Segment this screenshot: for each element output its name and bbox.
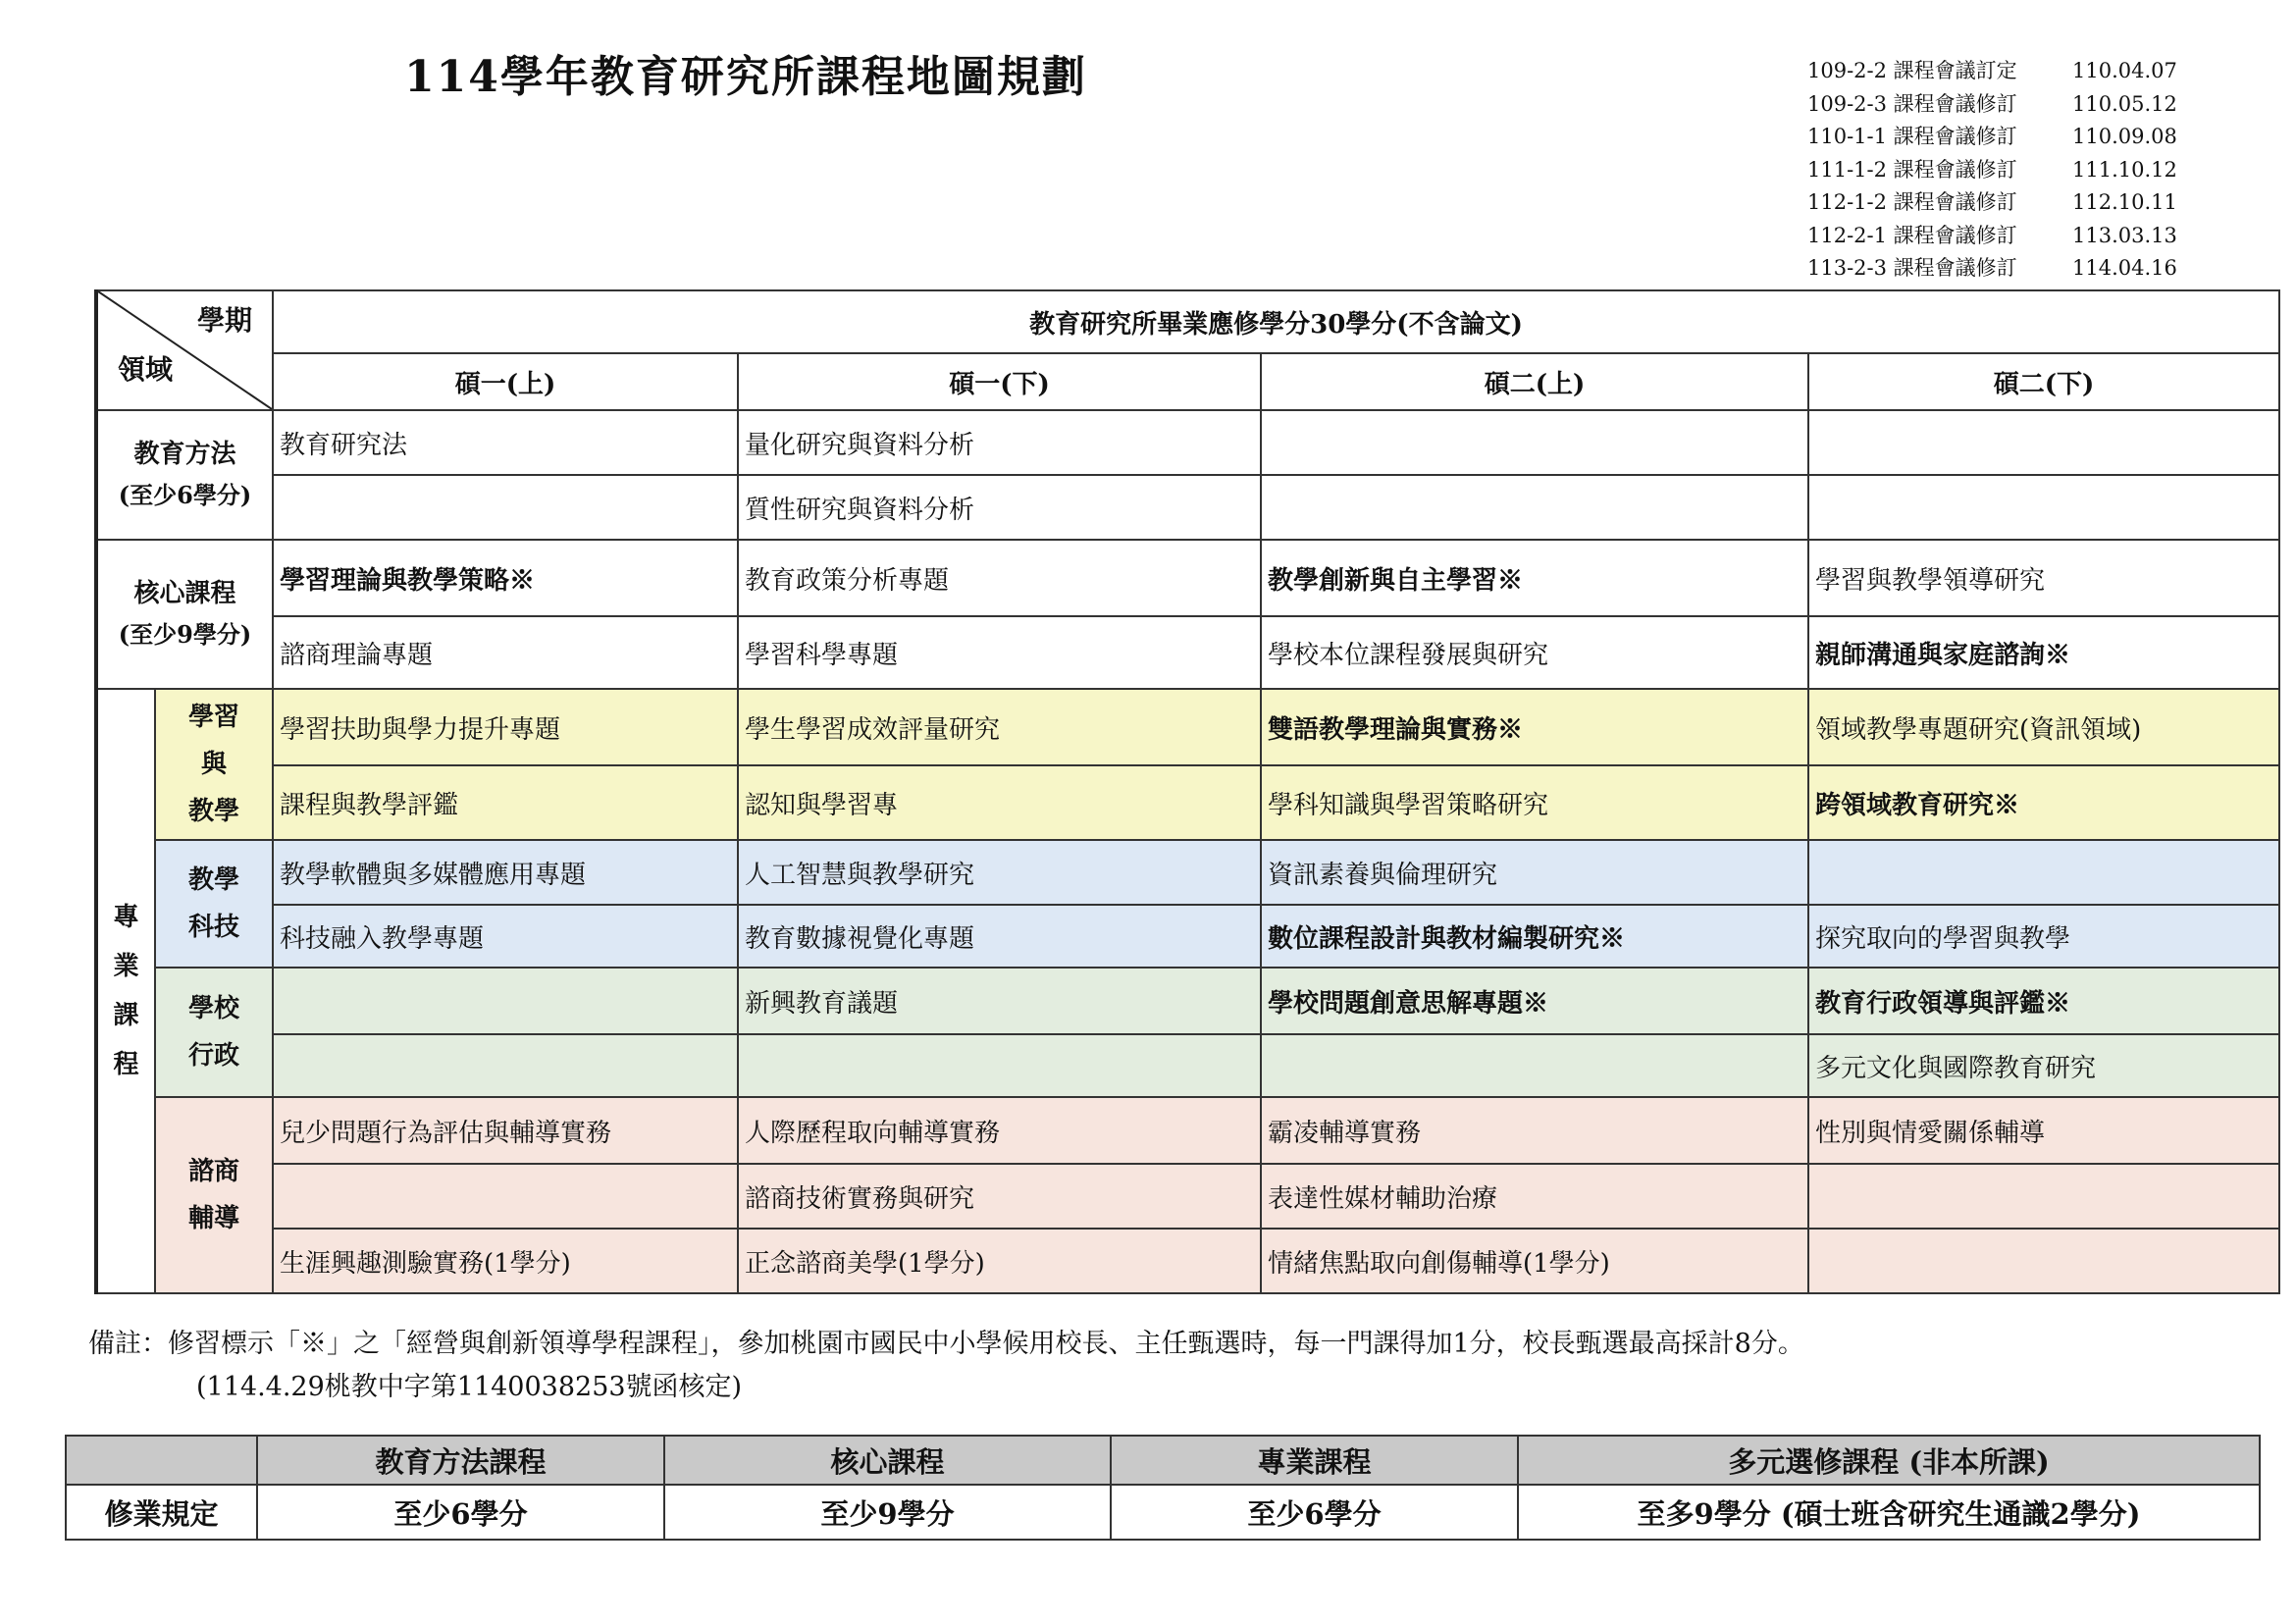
revision-code: 109-2-2 課程會議訂定 <box>1807 59 2017 82</box>
corner-cell <box>96 290 273 410</box>
course-cell <box>273 968 738 1034</box>
area-name: 教育方法 <box>133 440 236 469</box>
total-credits-header: 教育研究所畢業應修學分30學分(不含論文) <box>273 290 2279 353</box>
course-cell: 性別與情愛關係輔導 <box>1808 1097 2279 1164</box>
area-min-credits: (至少6學分) <box>118 481 252 509</box>
subarea-name-line: 諮商 <box>187 1157 239 1186</box>
course-cell <box>1261 410 1808 475</box>
subarea-name-line: 科技 <box>187 913 239 942</box>
course-cell <box>738 1034 1261 1097</box>
requirements-value: 至多9學分 (碩士班含研究生通識2學分) <box>1518 1485 2260 1540</box>
course-cell: 教育數據視覺化專題 <box>738 905 1261 968</box>
course-cell <box>1808 1164 2279 1229</box>
area-name-char: 業 <box>113 952 139 981</box>
footnote-reference: (114.4.29桃教中字第1140038253號函核定) <box>196 1372 743 1402</box>
course-cell: 量化研究與資料分析 <box>738 410 1261 475</box>
course-cell: 人際歷程取向輔導實務 <box>738 1097 1261 1164</box>
revision-row <box>1807 55 2210 88</box>
course-cell <box>1261 475 1808 540</box>
revision-date: 113.03.13 <box>2072 223 2177 247</box>
course-cell <box>273 475 738 540</box>
revision-date: 110.04.07 <box>2072 59 2177 82</box>
revision-row <box>1807 220 2210 253</box>
course-cell <box>273 1164 738 1229</box>
course-cell: 親師溝通與家庭諮詢※ <box>1808 616 2279 689</box>
subarea-name-line: 輔導 <box>187 1204 239 1233</box>
course-cell: 教學軟體與多媒體應用專題 <box>273 840 738 905</box>
course-cell: 教學創新與自主學習※ <box>1261 540 1808 616</box>
course-cell <box>1808 1229 2279 1293</box>
subarea-name-line: 教學 <box>187 797 239 826</box>
requirements-value: 至少6學分 <box>1111 1485 1518 1540</box>
course-cell: 學習理論與教學策略※ <box>273 540 738 616</box>
course-cell: 雙語教學理論與實務※ <box>1261 689 1808 765</box>
subarea-name-line: 學校 <box>187 994 239 1023</box>
requirements-row-label: 修業規定 <box>66 1485 257 1540</box>
course-cell: 質性研究與資料分析 <box>738 475 1261 540</box>
revision-code: 110-1-1 課程會議修訂 <box>1807 125 2017 148</box>
course-cell <box>1808 410 2279 475</box>
course-cell: 領域教學專題研究(資訊領域) <box>1808 689 2279 765</box>
subarea-tech <box>155 840 273 968</box>
area-name-char: 課 <box>113 1001 139 1030</box>
revision-code: 109-2-3 課程會議修訂 <box>1807 91 2017 116</box>
course-cell <box>1261 1034 1808 1097</box>
revision-code: 112-1-2 課程會議修訂 <box>1807 190 2017 214</box>
area-min-credits: (至少9學分) <box>118 620 252 649</box>
course-cell: 探究取向的學習與教學 <box>1808 905 2279 968</box>
footnote-line: 備註：修習標示「※」之「經營與創新領導學程課程」，參加桃園市國民中小學候用校長、主任甄選時，每一門課得加1分，校長甄選最高採計8分。 <box>88 1329 1804 1359</box>
course-cell: 數位課程設計與教材編製研究※ <box>1261 905 1808 968</box>
corner-term-label: 學期 <box>196 304 252 337</box>
course-cell: 資訊素養與倫理研究 <box>1261 840 1808 905</box>
course-cell: 諮商理論專題 <box>273 616 738 689</box>
course-cell: 學習科學專題 <box>738 616 1261 689</box>
footnote <box>88 1323 1804 1409</box>
requirements-header: 專業課程 <box>1111 1436 1518 1485</box>
course-cell: 教育行政領導與評鑑※ <box>1808 968 2279 1034</box>
subarea-admin <box>155 968 273 1097</box>
requirements-table <box>65 1435 2261 1541</box>
requirements-value: 至少9學分 <box>664 1485 1111 1540</box>
course-cell: 霸凌輔導實務 <box>1261 1097 1808 1164</box>
course-cell: 科技融入教學專題 <box>273 905 738 968</box>
course-cell: 學習扶助與學力提升專題 <box>273 689 738 765</box>
requirements-header: 多元選修課程 (非本所課) <box>1518 1436 2260 1485</box>
subarea-counsel <box>155 1097 273 1293</box>
course-cell: 學生學習成效評量研究 <box>738 689 1261 765</box>
course-cell <box>1808 840 2279 905</box>
requirements-header: 教育方法課程 <box>257 1436 664 1485</box>
subarea-learning <box>155 689 273 840</box>
course-cell: 人工智慧與教學研究 <box>738 840 1261 905</box>
revision-row <box>1807 252 2210 286</box>
revision-date: 111.10.12 <box>2072 157 2177 182</box>
course-cell <box>273 1034 738 1097</box>
requirements-header <box>66 1436 257 1485</box>
revision-history <box>1807 55 2210 286</box>
course-cell: 認知與學習專 <box>738 765 1261 840</box>
page-title: 114學年教育研究所課程地圖規劃 <box>404 52 1087 102</box>
course-cell: 教育研究法 <box>273 410 738 475</box>
requirements-header: 核心課程 <box>664 1436 1111 1485</box>
term-header: 碩一(上) <box>273 353 738 410</box>
term-header: 碩二(上) <box>1261 353 1808 410</box>
corner-domain-label: 領域 <box>118 353 174 386</box>
course-cell: 學校本位課程發展與研究 <box>1261 616 1808 689</box>
course-cell: 多元文化與國際教育研究 <box>1808 1034 2279 1097</box>
course-cell <box>1808 475 2279 540</box>
subarea-name-line: 教學 <box>187 865 239 895</box>
curriculum-table <box>94 289 2280 1294</box>
subarea-name-line: 與 <box>200 750 227 779</box>
area-method <box>96 410 273 540</box>
area-name: 核心課程 <box>133 579 236 608</box>
revision-row <box>1807 121 2210 154</box>
revision-row <box>1807 186 2210 220</box>
revision-code: 111-1-2 課程會議修訂 <box>1807 157 2017 182</box>
course-cell: 學校問題創意思解專題※ <box>1261 968 1808 1034</box>
course-cell: 教育政策分析專題 <box>738 540 1261 616</box>
course-cell: 表達性媒材輔助治療 <box>1261 1164 1808 1229</box>
area-core <box>96 540 273 689</box>
course-cell: 諮商技術實務與研究 <box>738 1164 1261 1229</box>
revision-date: 110.09.08 <box>2072 125 2177 148</box>
term-header: 碩一(下) <box>738 353 1261 410</box>
course-cell: 兒少問題行為評估與輔導實務 <box>273 1097 738 1164</box>
requirements-value: 至少6學分 <box>257 1485 664 1540</box>
revision-date: 112.10.11 <box>2072 190 2177 214</box>
revision-date: 110.05.12 <box>2072 91 2177 116</box>
course-cell: 生涯興趣測驗實務(1學分) <box>273 1229 738 1293</box>
course-cell: 課程與教學評鑑 <box>273 765 738 840</box>
revision-code: 112-2-1 課程會議修訂 <box>1807 223 2017 247</box>
subarea-name-line: 學習 <box>187 703 239 732</box>
revision-date: 114.04.16 <box>2072 256 2177 280</box>
course-cell: 學科知識與學習策略研究 <box>1261 765 1808 840</box>
course-cell: 情緒焦點取向創傷輔導(1學分) <box>1261 1229 1808 1293</box>
area-professional <box>96 689 155 1293</box>
revision-row <box>1807 88 2210 122</box>
revision-code: 113-2-3 課程會議修訂 <box>1807 256 2017 280</box>
subarea-name-line: 行政 <box>187 1041 239 1071</box>
course-cell: 新興教育議題 <box>738 968 1261 1034</box>
course-cell: 學習與教學領導研究 <box>1808 540 2279 616</box>
course-cell: 跨領域教育研究※ <box>1808 765 2279 840</box>
course-cell: 正念諮商美學(1學分) <box>738 1229 1261 1293</box>
term-header: 碩二(下) <box>1808 353 2279 410</box>
area-name-char: 程 <box>113 1050 139 1079</box>
area-name-char: 專 <box>113 903 139 932</box>
revision-row <box>1807 154 2210 187</box>
